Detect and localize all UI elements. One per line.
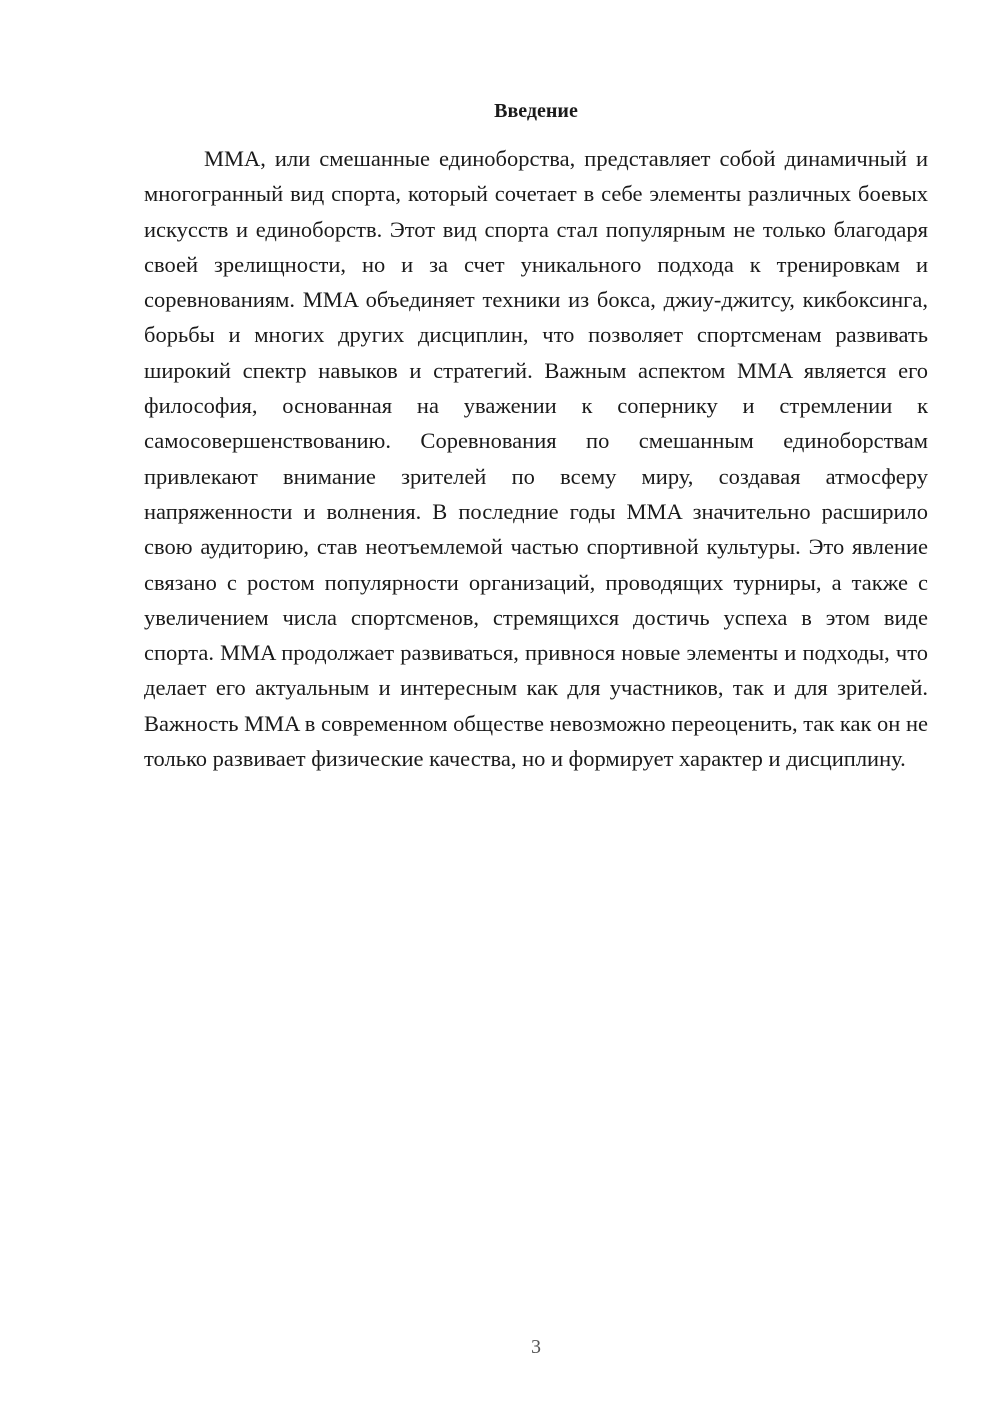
section-heading: Введение	[494, 100, 578, 122]
page-number: 3	[531, 1336, 541, 1358]
body-paragraph: MMA, или смешанные единоборства, представляет собой динамичный и многогранный вид спорта, который сочетает в себе элементы различных боевых искусств и единоборств. Этот вид спорта стал популярным не только благодаря своей зрелищности, но и за счет уникального подхода к тренировкам и соревнованиям. MMA объединяет техники из бокса, джиу-джитсу, кикбоксинга, борьбы и многих других дисциплин, что позволяет спортсменам развивать широкий спектр навыков и стратегий. Важным аспектом MMA является его философия, основанная на уважении к сопернику и стремлении к самосовершенствованию. Соревнования по смешанным единоборствам привлекают внимание зрителей по всему миру, создавая атмосферу напряженности и волнения. В последние годы MMA значительно расширило свою аудиторию, став неотъемлемой частью спортивной культуры. Это явление связано с ростом популярности организаций, проводящих турниры, а также с увеличением числа спортсменов, стремящихся достичь успеха в этом виде спорта. MMA продолжает развиваться, привнося новые элементы и подходы, что делает его актуальным и интересным как для участников, так и для зрителей. Важность MMA в современном обществе невозможно переоценить, так как он не только развивает физические качества, но и формирует характер и дисциплину.	[144, 146, 928, 772]
